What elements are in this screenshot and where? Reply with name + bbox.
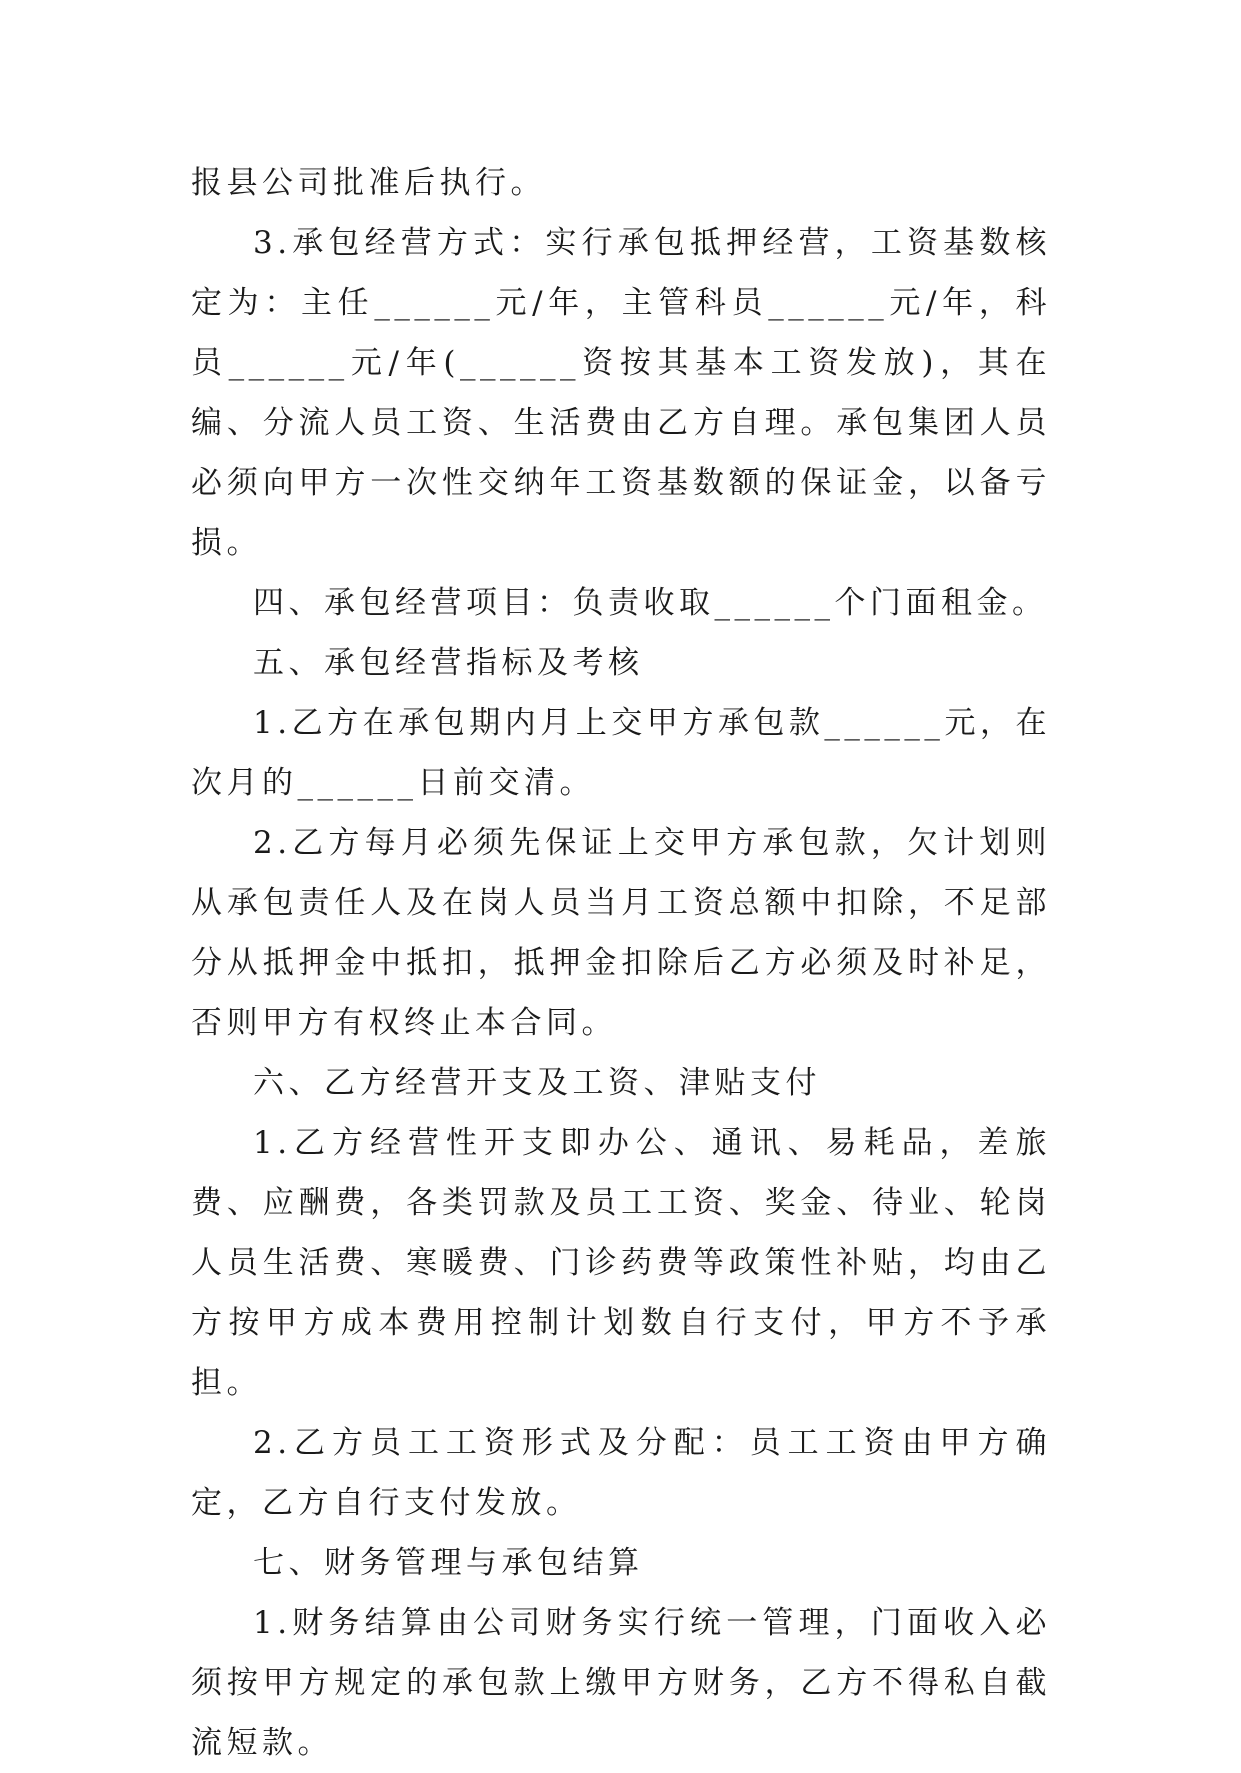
paragraph-5-2: 2.乙方每月必须先保证上交甲方承包款，欠计划则从承包责任人及在岗人员当月工资总额中扣除，不足部分从抵押金中抵扣，抵押金扣除后乙方必须及时补足，否则甲方有权终止本合同。 (191, 825, 1051, 1041)
section-heading-5: 五、承包经营指标及考核 (253, 645, 644, 681)
section-heading-7: 七、财务管理与承包结算 (253, 1545, 644, 1581)
paragraph-6-2: 2.乙方员工工资形式及分配：员工工资由甲方确定，乙方自行支付发放。 (191, 1425, 1051, 1521)
paragraph-continuation: 报县公司批准后执行。 (191, 165, 546, 201)
section-heading-4: 四、承包经营项目：负责收取______个门面租金。 (253, 585, 1048, 621)
paragraph-6-1: 1.乙方经营性开支即办公、通讯、易耗品，差旅费、应酬费，各类罚款及员工工资、奖金、待业、轮岗人员生活费、寒暖费、门诊药费等政策性补贴，均由乙方按甲方成本费用控制计划数自行支付，甲方不予承担。 (191, 1125, 1051, 1401)
paragraph-5-1: 1.乙方在承包期内月上交甲方承包款______元，在次月的______日前交清。 (191, 705, 1051, 801)
document-page (191, 153, 1051, 1773)
paragraph-contract-method: 3.承包经营方式：实行承包抵押经营，工资基数核定为：主任______元/年，主管科员______元/年，科员______元/年(______资按其基本工资发放)，其在编、分流人员工资、生活费由乙方自理。承包集团人员必须向甲方一次性交纳年工资基数额的保证金，以备亏损。 (191, 225, 1051, 561)
section-heading-6: 六、乙方经营开支及工资、津贴支付 (253, 1065, 821, 1101)
paragraph-7-1: 1.财务结算由公司财务实行统一管理，门面收入必须按甲方规定的承包款上缴甲方财务，乙方不得私自截流短款。 (191, 1605, 1051, 1761)
